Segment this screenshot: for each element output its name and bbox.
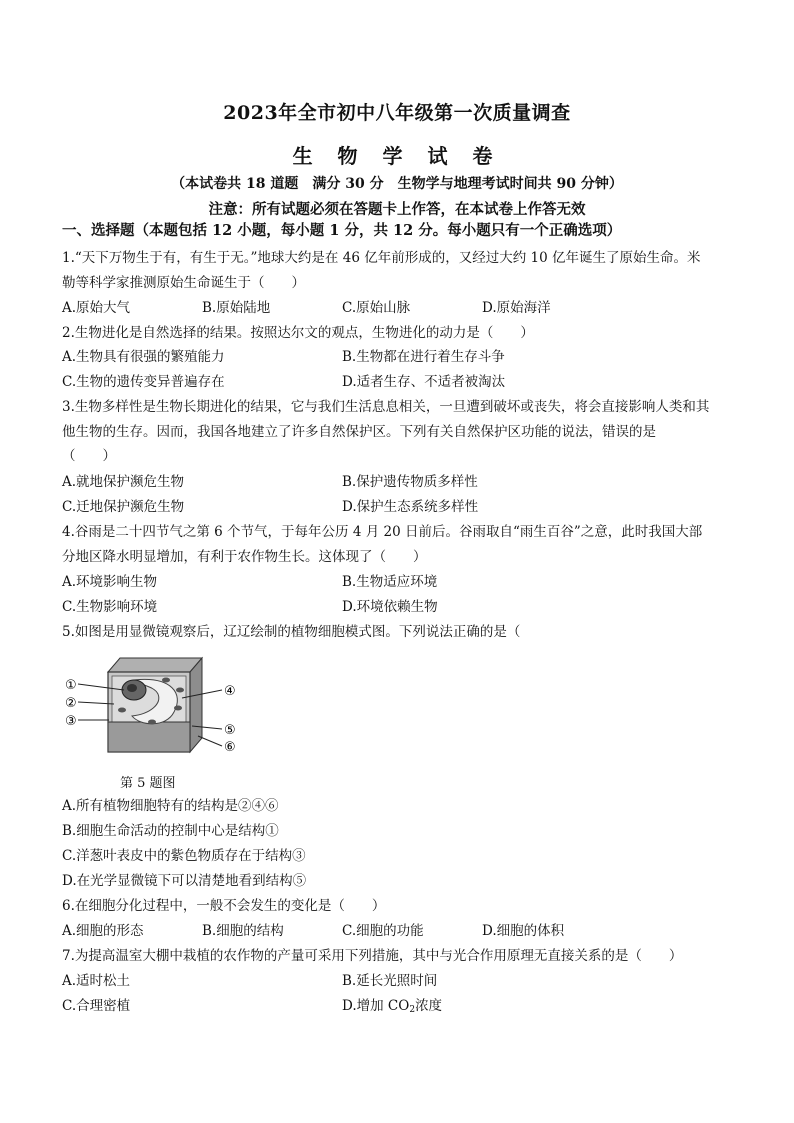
question-7-option-d-subscript: 2 [409,1005,416,1015]
section-heading: 一、选择题（本题包括 12 小题，每小题 1 分，共 12 分。每小题只有一个正确选项） [62,222,622,239]
question-7-stem: 7.为提高温室大棚中栽植的农作物的产量可采用下列措施，其中与光合作用原理无直接关系的是（ ） [62,948,683,964]
question-2-option-d: D.适者生存、不适者被淘汰 [342,374,506,390]
question-4-stem-line2: 分地区降水明显增加，有利于农作物生长。这体现了（ ） [62,549,427,565]
question-6-option-a: A.细胞的形态 [62,923,144,939]
question-3-option-d: D.保护生态系统多样性 [342,499,479,515]
question-6-stem: 6.在细胞分化过程中，一般不会发生的变化是（ ） [62,898,386,914]
label-1: ① [65,678,77,693]
question-4-option-a: A.环境影响生物 [62,574,158,590]
question-7-option-d [342,997,442,1019]
question-4-option-c: C.生物影响环境 [62,599,158,615]
question-7-option-d-suffix: 浓度 [415,998,443,1014]
exam-notice: 注意：所有试题必须在答题卡上作答，在本试卷上作答无效 [208,201,586,218]
question-6-option-c: C.细胞的功能 [342,923,424,939]
figure-caption: 第 5 题图 [120,776,176,791]
question-3-option-c: C.迁地保护濒危生物 [62,499,185,515]
question-5-stem: 5.如图是用显微镜观察后，辽辽绘制的植物细胞模式图。下列说法正确的是（ [62,624,521,640]
question-2-option-c: C.生物的遗传变异普遍存在 [62,374,225,390]
label-6: ⑥ [224,740,236,755]
question-4-option-d: D.环境依赖生物 [342,599,438,615]
label-3: ③ [65,714,77,729]
question-1-option-d: D.原始海洋 [482,300,551,316]
question-7-option-d-prefix: D.增加 CO [342,998,410,1014]
question-5-option-b: B.细胞生命活动的控制中心是结构① [62,823,279,839]
question-1-option-b: B.原始陆地 [202,300,271,316]
question-1-option-c: C.原始山脉 [342,300,411,316]
plant-cell-diagram [62,650,252,765]
question-6-option-d: D.细胞的体积 [482,923,565,939]
question-7-option-c: C.合理密植 [62,998,131,1014]
question-1-stem-line2: 勒等科学家推测原始生命诞生于（ ） [62,275,305,291]
label-5: ⑤ [224,723,236,738]
question-2-option-a: A.生物具有很强的繁殖能力 [62,349,225,365]
question-5-option-c: C.洋葱叶表皮中的紫色物质存在于结构③ [62,848,306,864]
question-5-option-a: A.所有植物细胞特有的结构是②④⑥ [62,798,279,814]
question-2-option-b: B.生物都在进行着生存斗争 [342,349,505,365]
question-4-stem-line1: 4.谷雨是二十四节气之第 6 个节气，于每年公历 4 月 20 日前后。谷雨取自“雨生百谷”之意，此时我国大部 [62,524,703,540]
question-3-option-b: B.保护遗传物质多样性 [342,474,478,490]
question-5-option-d: D.在光学显微镜下可以清楚地看到结构⑤ [62,873,307,889]
exam-title: 2023年全市初中八年级第一次质量调查 [223,102,571,124]
question-2-stem: 2.生物进化是自然选择的结果。按照达尔文的观点，生物进化的动力是（ ） [62,325,534,341]
question-7-option-a: A.适时松土 [62,973,131,989]
exam-info: （本试卷共 18 道题 满分 30 分 生物学与地理考试时间共 90 分钟） [171,176,623,192]
question-3-stem-line3: （ ） [62,448,116,464]
question-3-option-a: A.就地保护濒危生物 [62,474,185,490]
exam-subtitle: 生 物 学 试 卷 [292,144,502,168]
question-1-stem-line1: 1.“天下万物生于有，有生于无。”地球大约是在 46 亿年前形成的，又经过大约 10 亿年诞生了原始生命。米 [62,250,701,266]
question-7-option-b: B.延长光照时间 [342,973,438,989]
label-4: ④ [224,684,236,699]
question-3-stem-line1: 3.生物多样性是生物长期进化的结果，它与我们生活息息相关，一旦遭到破坏或丧失，将会直接影响人类和其 [62,399,710,415]
question-4-option-b: B.生物适应环境 [342,574,438,590]
question-6-option-b: B.细胞的结构 [202,923,284,939]
question-3-stem-line2: 他生物的生存。因而，我国各地建立了许多自然保护区。下列有关自然保护区功能的说法，错误的是 [62,424,656,440]
question-1-option-a: A.原始大气 [62,300,131,316]
label-2: ② [65,696,77,711]
